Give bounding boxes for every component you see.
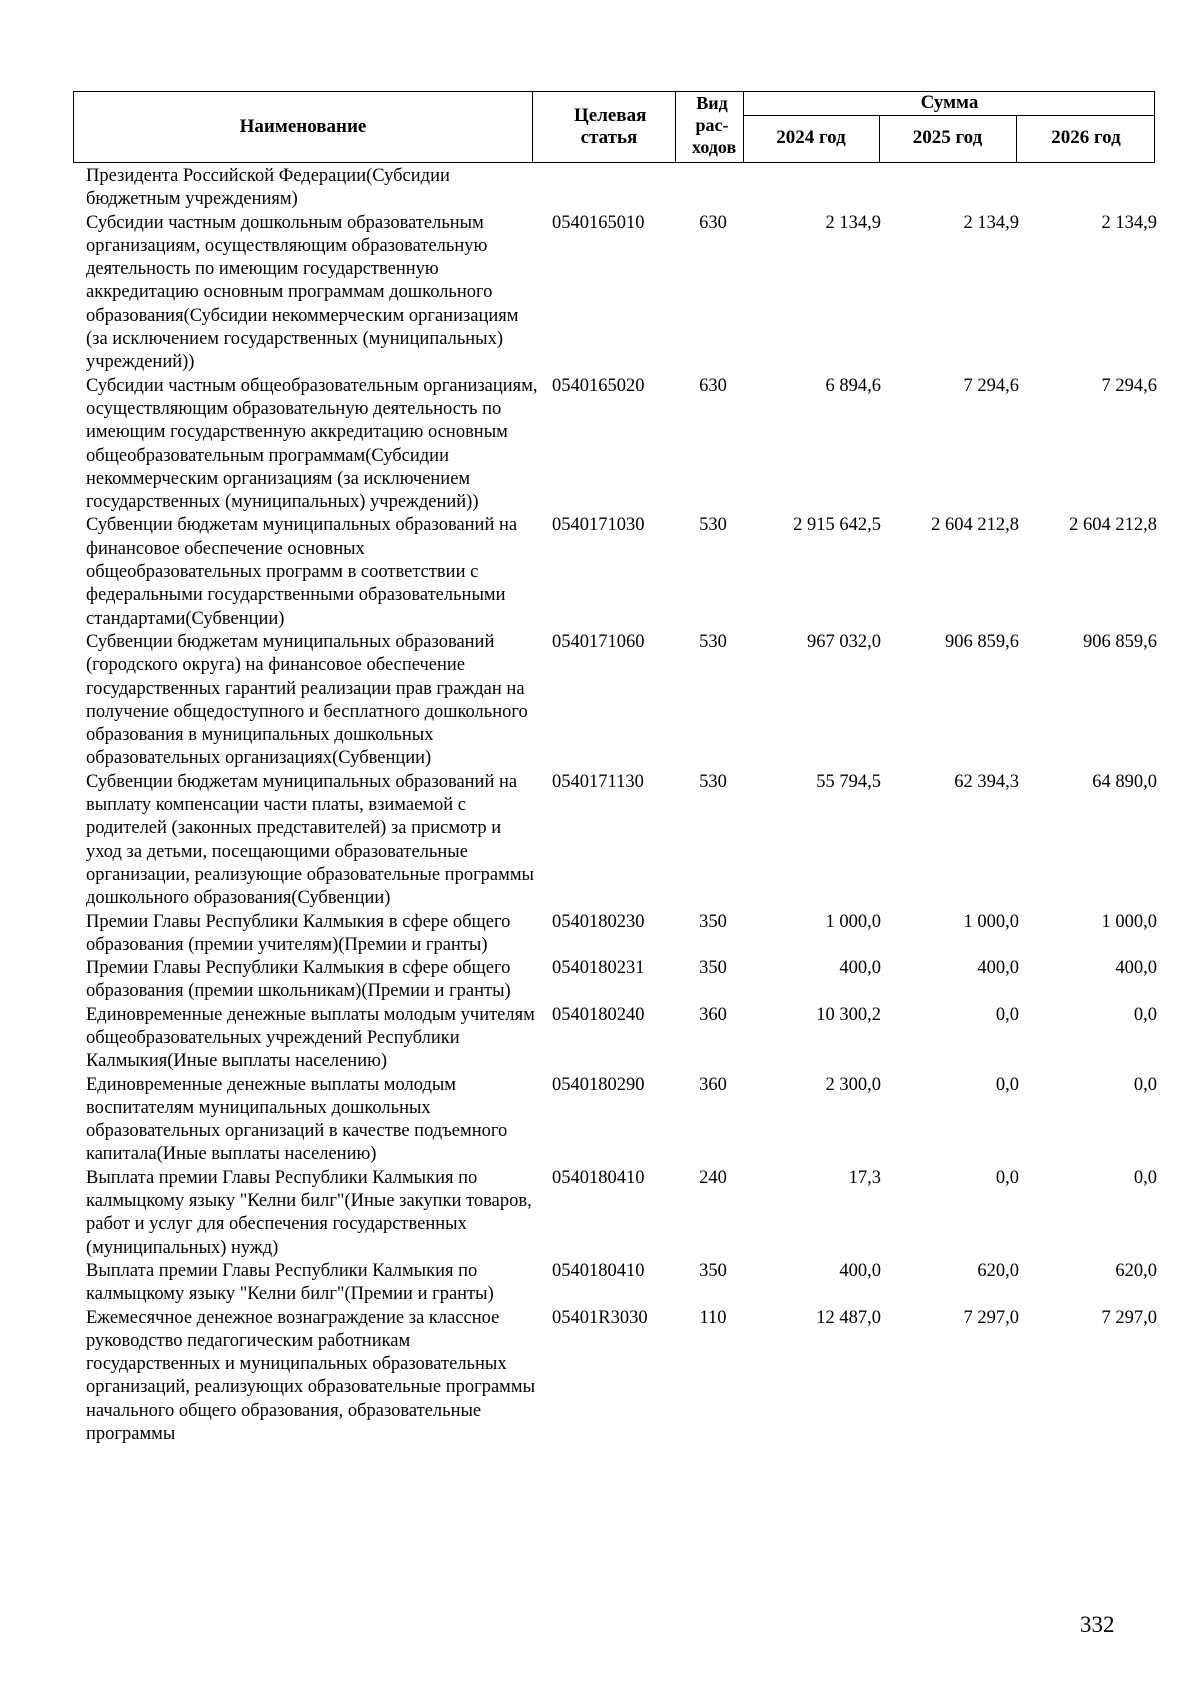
row-2025: 620,0 — [977, 1260, 1019, 1281]
row-2024: 12 487,0 — [816, 1307, 881, 1328]
row-2026: 1 000,0 — [1101, 911, 1157, 932]
table-row — [80, 1167, 1155, 1260]
row-2025: 1 000,0 — [963, 911, 1019, 932]
row-code: 0540180231 — [552, 958, 645, 979]
row-name: Ежемесячное денежное вознаграждение за классное руководство педагогическим работникам государственных и муниципальных образовательных организаций, реализующих образовательные программы начального общего образования, образовательные программы — [86, 1307, 535, 1445]
row-code: 0540171030 — [552, 515, 645, 536]
row-name: Субсидии частным дошкольным образовательным организациям, осуществляющим образовательную деятельность по имеющим государственную аккредитацию основным программам дошкольного образования(Субсидии некоммерческим организациям (за исключением государственных (муниципальных) учреждений)) — [86, 212, 519, 373]
table-row — [80, 212, 1155, 375]
row-2025: 0,0 — [995, 1167, 1019, 1188]
row-name: Единовременные денежные выплаты молодым учителям общеобразовательных учреждений Республики Калмыкия(Иные выплаты населению) — [86, 1004, 535, 1072]
row-code: 0540180230 — [552, 911, 645, 932]
row-2024: 2 915 642,5 — [793, 515, 881, 536]
row-2024: 10 300,2 — [816, 1004, 881, 1025]
row-2024: 400,0 — [839, 958, 881, 979]
row-2024: 400,0 — [839, 1260, 881, 1281]
row-kind: 350 — [699, 911, 727, 932]
row-name: Субвенции бюджетам муниципальных образований (городского округа) на финансовое обеспечение государственных гарантий реализации прав граждан на получение общедоступного и бесплатного дошкольного образования в муниципальных дошкольных образовательных организациях(Субвенции) — [86, 631, 528, 769]
table-row — [80, 1074, 1155, 1167]
table-row — [80, 957, 1155, 1004]
row-name: Субвенции бюджетам муниципальных образований на выплату компенсации части платы, взимаемой с родителей (законных представителей) за присмотр и уход за детьми, посещающими образовательные организации, реализующие образовательные программы дошкольного образования(Субвенции) — [86, 771, 534, 909]
row-2024: 17,3 — [848, 1167, 881, 1188]
row-2026: 620,0 — [1115, 1260, 1157, 1281]
row-kind: 530 — [699, 631, 727, 652]
row-kind: 350 — [699, 958, 727, 979]
row-2025: 2 134,9 — [963, 212, 1019, 233]
row-kind: 630 — [699, 375, 727, 396]
table-row — [80, 165, 1155, 212]
row-2026: 0,0 — [1133, 1004, 1157, 1025]
header-sum: Сумма — [920, 92, 979, 113]
row-2026: 7 294,6 — [1101, 375, 1157, 396]
row-name: Субвенции бюджетам муниципальных образований на финансовое обеспечение основных общеобразовательных программ в соответствии с федеральными государственными образовательными стандартами(Субвенции) — [86, 515, 518, 629]
table-row — [80, 375, 1155, 515]
row-2026: 2 604 212,8 — [1069, 515, 1157, 536]
row-code: 0540165010 — [552, 212, 645, 233]
row-name: Выплата премии Главы Республики Калмыкия по калмыцкому языку "Келни билг"(Премии и гранты) — [86, 1260, 494, 1305]
row-name: Единовременные денежные выплаты молодым воспитателям муниципальных дошкольных образовательных организаций в качестве подъемного капитала(Иные выплаты населению) — [86, 1074, 508, 1165]
row-code: 0540165020 — [552, 375, 645, 396]
table-row — [80, 514, 1155, 630]
table-body — [80, 165, 1155, 1446]
row-code: 0540180410 — [552, 1167, 645, 1188]
row-2025: 906 859,6 — [945, 631, 1019, 652]
row-code: 0540171130 — [552, 771, 644, 792]
row-2026: 64 890,0 — [1092, 771, 1157, 792]
header-code: Целевая статья — [574, 105, 647, 148]
row-2024: 967 032,0 — [807, 631, 881, 652]
row-kind: 110 — [699, 1307, 727, 1328]
row-2026: 0,0 — [1133, 1074, 1157, 1095]
row-name: Субсидии частным общеобразовательным организациям, осуществляющим образовательную деятельность по имеющим государственную аккредитацию основным общеобразовательным программам(Субсидии некоммерческим организациям (за исключением государственных (муниципальных) учреждений)) — [86, 375, 538, 513]
table-row — [80, 1004, 1155, 1074]
table-header — [73, 91, 1155, 163]
header-name: Наименование — [239, 116, 367, 137]
row-name: Премии Главы Республики Калмыкия в сфере общего образования (премии учителям)(Премии и гранты) — [86, 911, 511, 955]
row-2026: 7 297,0 — [1101, 1307, 1157, 1328]
row-2025: 62 394,3 — [954, 771, 1019, 792]
table-row — [80, 1307, 1155, 1447]
row-kind: 350 — [699, 1260, 727, 1281]
header-kind: Вид рас-ходов — [692, 93, 737, 157]
row-kind: 360 — [699, 1004, 727, 1025]
row-2025: 7 297,0 — [963, 1307, 1019, 1328]
row-kind: 360 — [699, 1074, 727, 1095]
row-code: 0540171060 — [552, 631, 645, 652]
row-kind: 530 — [699, 771, 727, 792]
row-2025: 7 294,6 — [963, 375, 1019, 396]
row-2025: 2 604 212,8 — [931, 515, 1019, 536]
row-name: Президента Российской Федерации(Субсидии бюджетным учреждениям) — [86, 166, 450, 210]
row-2025: 400,0 — [977, 958, 1019, 979]
row-kind: 530 — [699, 515, 727, 536]
row-2025: 0,0 — [995, 1074, 1019, 1095]
header-2026: 2026 год — [1051, 127, 1121, 148]
table-row — [80, 911, 1155, 958]
header-2025: 2025 год — [912, 127, 983, 148]
row-2026: 400,0 — [1115, 958, 1157, 979]
page-number: 332 — [1080, 1612, 1115, 1637]
table-row — [80, 1260, 1155, 1307]
row-2024: 55 794,5 — [816, 771, 881, 792]
row-2025: 0,0 — [995, 1004, 1019, 1025]
row-2024: 1 000,0 — [825, 911, 881, 932]
row-name: Выплата премии Главы Республики Калмыкия по калмыцкому языку "Келни билг"(Иные закупки товаров, работ и услуг для обеспечения государственных (муниципальных) нужд) — [86, 1167, 532, 1258]
row-kind: 240 — [699, 1167, 727, 1188]
row-2026: 906 859,6 — [1083, 631, 1157, 652]
row-code: 0540180290 — [552, 1074, 645, 1095]
table-row — [80, 771, 1155, 911]
header-divider — [532, 92, 533, 162]
row-code: 0540180240 — [552, 1004, 645, 1025]
header-2024: 2024 год — [776, 127, 846, 148]
row-code: 0540180410 — [552, 1260, 645, 1281]
row-2024: 6 894,6 — [825, 375, 881, 396]
header-divider — [743, 115, 1154, 116]
table-row — [80, 631, 1155, 771]
row-2024: 2 300,0 — [825, 1074, 881, 1095]
row-2026: 0,0 — [1133, 1167, 1157, 1188]
row-2024: 2 134,9 — [825, 212, 881, 233]
row-code: 05401R3030 — [552, 1307, 648, 1328]
row-2026: 2 134,9 — [1101, 212, 1157, 233]
row-kind: 630 — [699, 212, 727, 233]
header-divider — [675, 92, 676, 162]
row-name: Премии Главы Республики Калмыкия в сфере общего образования (премии школьникам)(Премии и гранты) — [86, 958, 511, 1002]
